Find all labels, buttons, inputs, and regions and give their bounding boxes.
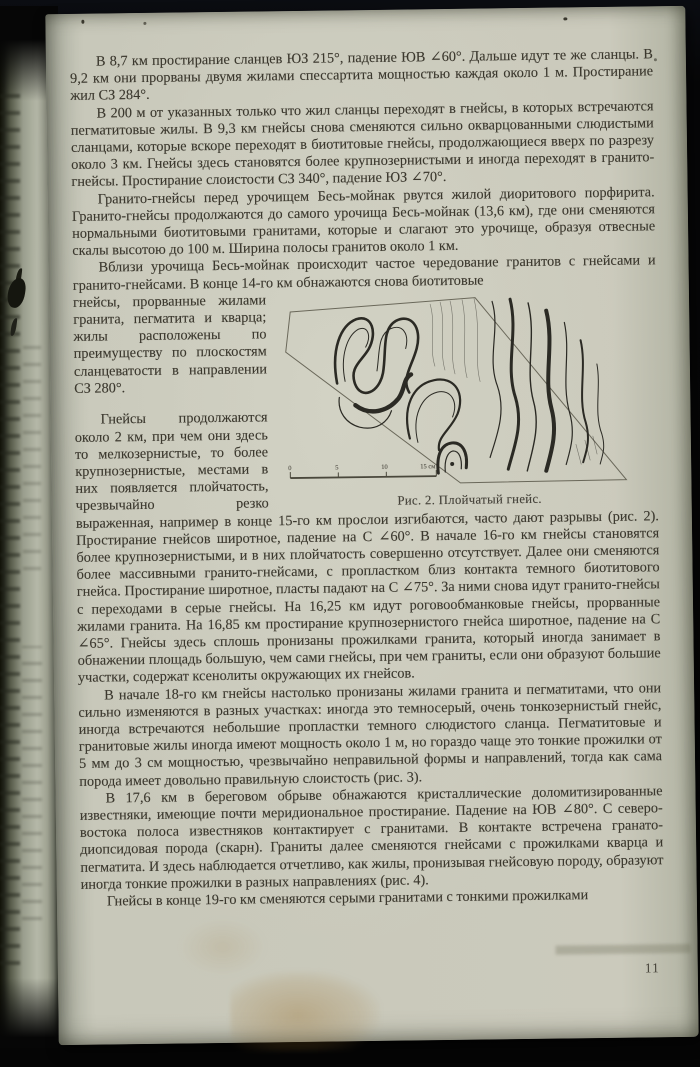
facing-page-ghost-text: [23, 338, 41, 576]
page-text-block: [45, 6, 698, 1045]
scale-label: 10: [381, 463, 388, 471]
paragraph-4-start: Вблизи урочища Бесь-мойнак происходит частое чередование гранитов с гнейсами и гранито-гнейсами. В конце 14-го км обнажаются снова биотитовые: [72, 252, 656, 294]
figure-2-caption: Рис. 2. Плойчатый гнейс.: [397, 491, 542, 508]
paragraph-7: В 17,6 км в береговом обрыве обнажаются кристаллические доломитизированные известняки, имеющие почти меридиональное простирание. Падение на ЮВ ∠80°. С северо-востока полоса известняков контактирует с гранитами. В контакте встречена гранато-диопсидовая порода (скарн). Граниты далее сменяются гнейсами с прожилками кварца и пегматита. И здесь наблюдается отчетливо, как жилы, пронизывая гнейсовую породу, образуют иногда тонкие прожилки в разных направлениях (рис. 4).: [79, 783, 664, 893]
scale-label: 15 см: [420, 463, 436, 471]
figure-scale-bar: [288, 463, 436, 478]
ink-show-through: [556, 944, 691, 955]
paragraph-6: В начале 18-го км гнейсы настолько пронизаны жилами гранита и пегматитами, что они сильно изменяются в разных участках: иногда это темносерый, очень тонкозернистый гнейс, иногда встречаются небольшие пропластки темного слюдистого сланца. Пегматитовые и гранитовые жилы иногда имеют мощность около 1 м, но гораздо чаще это тонкие прожилки от 5 мм до 3 см мощностью, чрезвычайно неправильной формы и направлений, тогда как сама порода имеет довольно правильную слоистость (рис. 3).: [78, 679, 663, 790]
book-page: [45, 6, 698, 1045]
figure-outline: [285, 296, 626, 485]
gneiss-drawing: [278, 283, 659, 488]
paper-speck: [654, 58, 657, 61]
fold-lines: [334, 297, 604, 474]
paper-speck: [81, 20, 84, 24]
paragraph-8: Гнейсы в конце 19-го км сменяются серыми гранитами с тонкими прожилками: [106, 887, 589, 910]
paragraph-1: В 8,7 км простирание сланцев ЮЗ 215°, падение ЮВ ∠60°. Дальше идут те же сланцы. В 9,2 км они прорваны двумя жилами спессартита мощностью каждая около 1 м. Простирание жил СЗ 284°.: [70, 46, 654, 105]
paragraph-5: Гнейсы продолжаются около 2 км, при чем они здесь то мелкозернистые, то более крупнозернистые, местами в них появляется плойчатость, чрезвычайно резко выраженная, например в конце 15-го км прослои изгибаются, часто дают разрывы (рис. 2). Простирание гнейсов широтное, падение на С ∠60°. В начале 16-го км гнейсы становятся более крупнозернистыми, и в них плойчатость совершенно отсутствует. Далее они сменяются более массивными гранито-гнейсами, с пропластком близ контакта темного биотитового гнейса. Простирание широтное, пласты падают на С ∠75°. За ними снова идут гранито-гнейсы с переходами в серые гнейсы. На 16,25 км идут роговообманковые гнейсы, прорванные жилами гранита. На 16,85 км простирание крупнозернистого гнейса широтное, падение на С ∠65°. Гнейсы здесь сплошь пронизаны прожилками гранита, который иногда занимает в обнажении площадь большую, чем сами гнейсы, при чем граниты, если они образуют большие участки, содержат ксенолиты окружающих их гнейсов.: [74, 409, 661, 687]
facing-page-ghost-text: [0, 90, 20, 970]
paragraph-3: Гранито-гнейсы перед урочищем Бесь-мойнак рвутся жилой диоритового порфирита. Гранито-гнейсы продолжаются до самого урочища Бесь-мойнак (13,6 км), где они сменяются нормальными биотитовыми гранитами, которые и слагают это урочище, образуя отвесные скалы высотою до 100 м. Ширина полосы гранитов около 1 км.: [71, 183, 656, 260]
spine-shadow-bottom: [0, 978, 58, 1048]
figure-2: [278, 283, 659, 510]
paragraph-4-rest: гнейсы, прорванные жилами гранита, пегматита и кварца; жилы расположены по преимуществу по плоскостям сланцеватости в направлении СЗ 280°.: [72, 292, 268, 397]
paragraph-2: В 200 м от указанных только что жил сланцы переходят в гнейсы, в которых встречаются пегматитовые жилы. В 9,3 км гнейсы снова сменяются сильно окварцованными слюдистыми сланцами, которые вскоре переходят в биотитовые гнейсы, продолжающиеся вверх по разрезу около 3 км. Гнейсы здесь становятся более крупнозернистыми и иногда переходят в гранито-гнейсы. Простирание слоистости СЗ 340°, падение ЮЗ ∠70°.: [70, 97, 655, 191]
page-number: 11: [644, 960, 660, 976]
facing-page-ghost-text: [22, 646, 42, 926]
paper-speck: [143, 22, 146, 25]
paper-speck: [563, 17, 567, 20]
scale-label: 5: [335, 464, 339, 472]
scale-label: 0: [288, 464, 292, 472]
ink-blob: [6, 277, 27, 309]
